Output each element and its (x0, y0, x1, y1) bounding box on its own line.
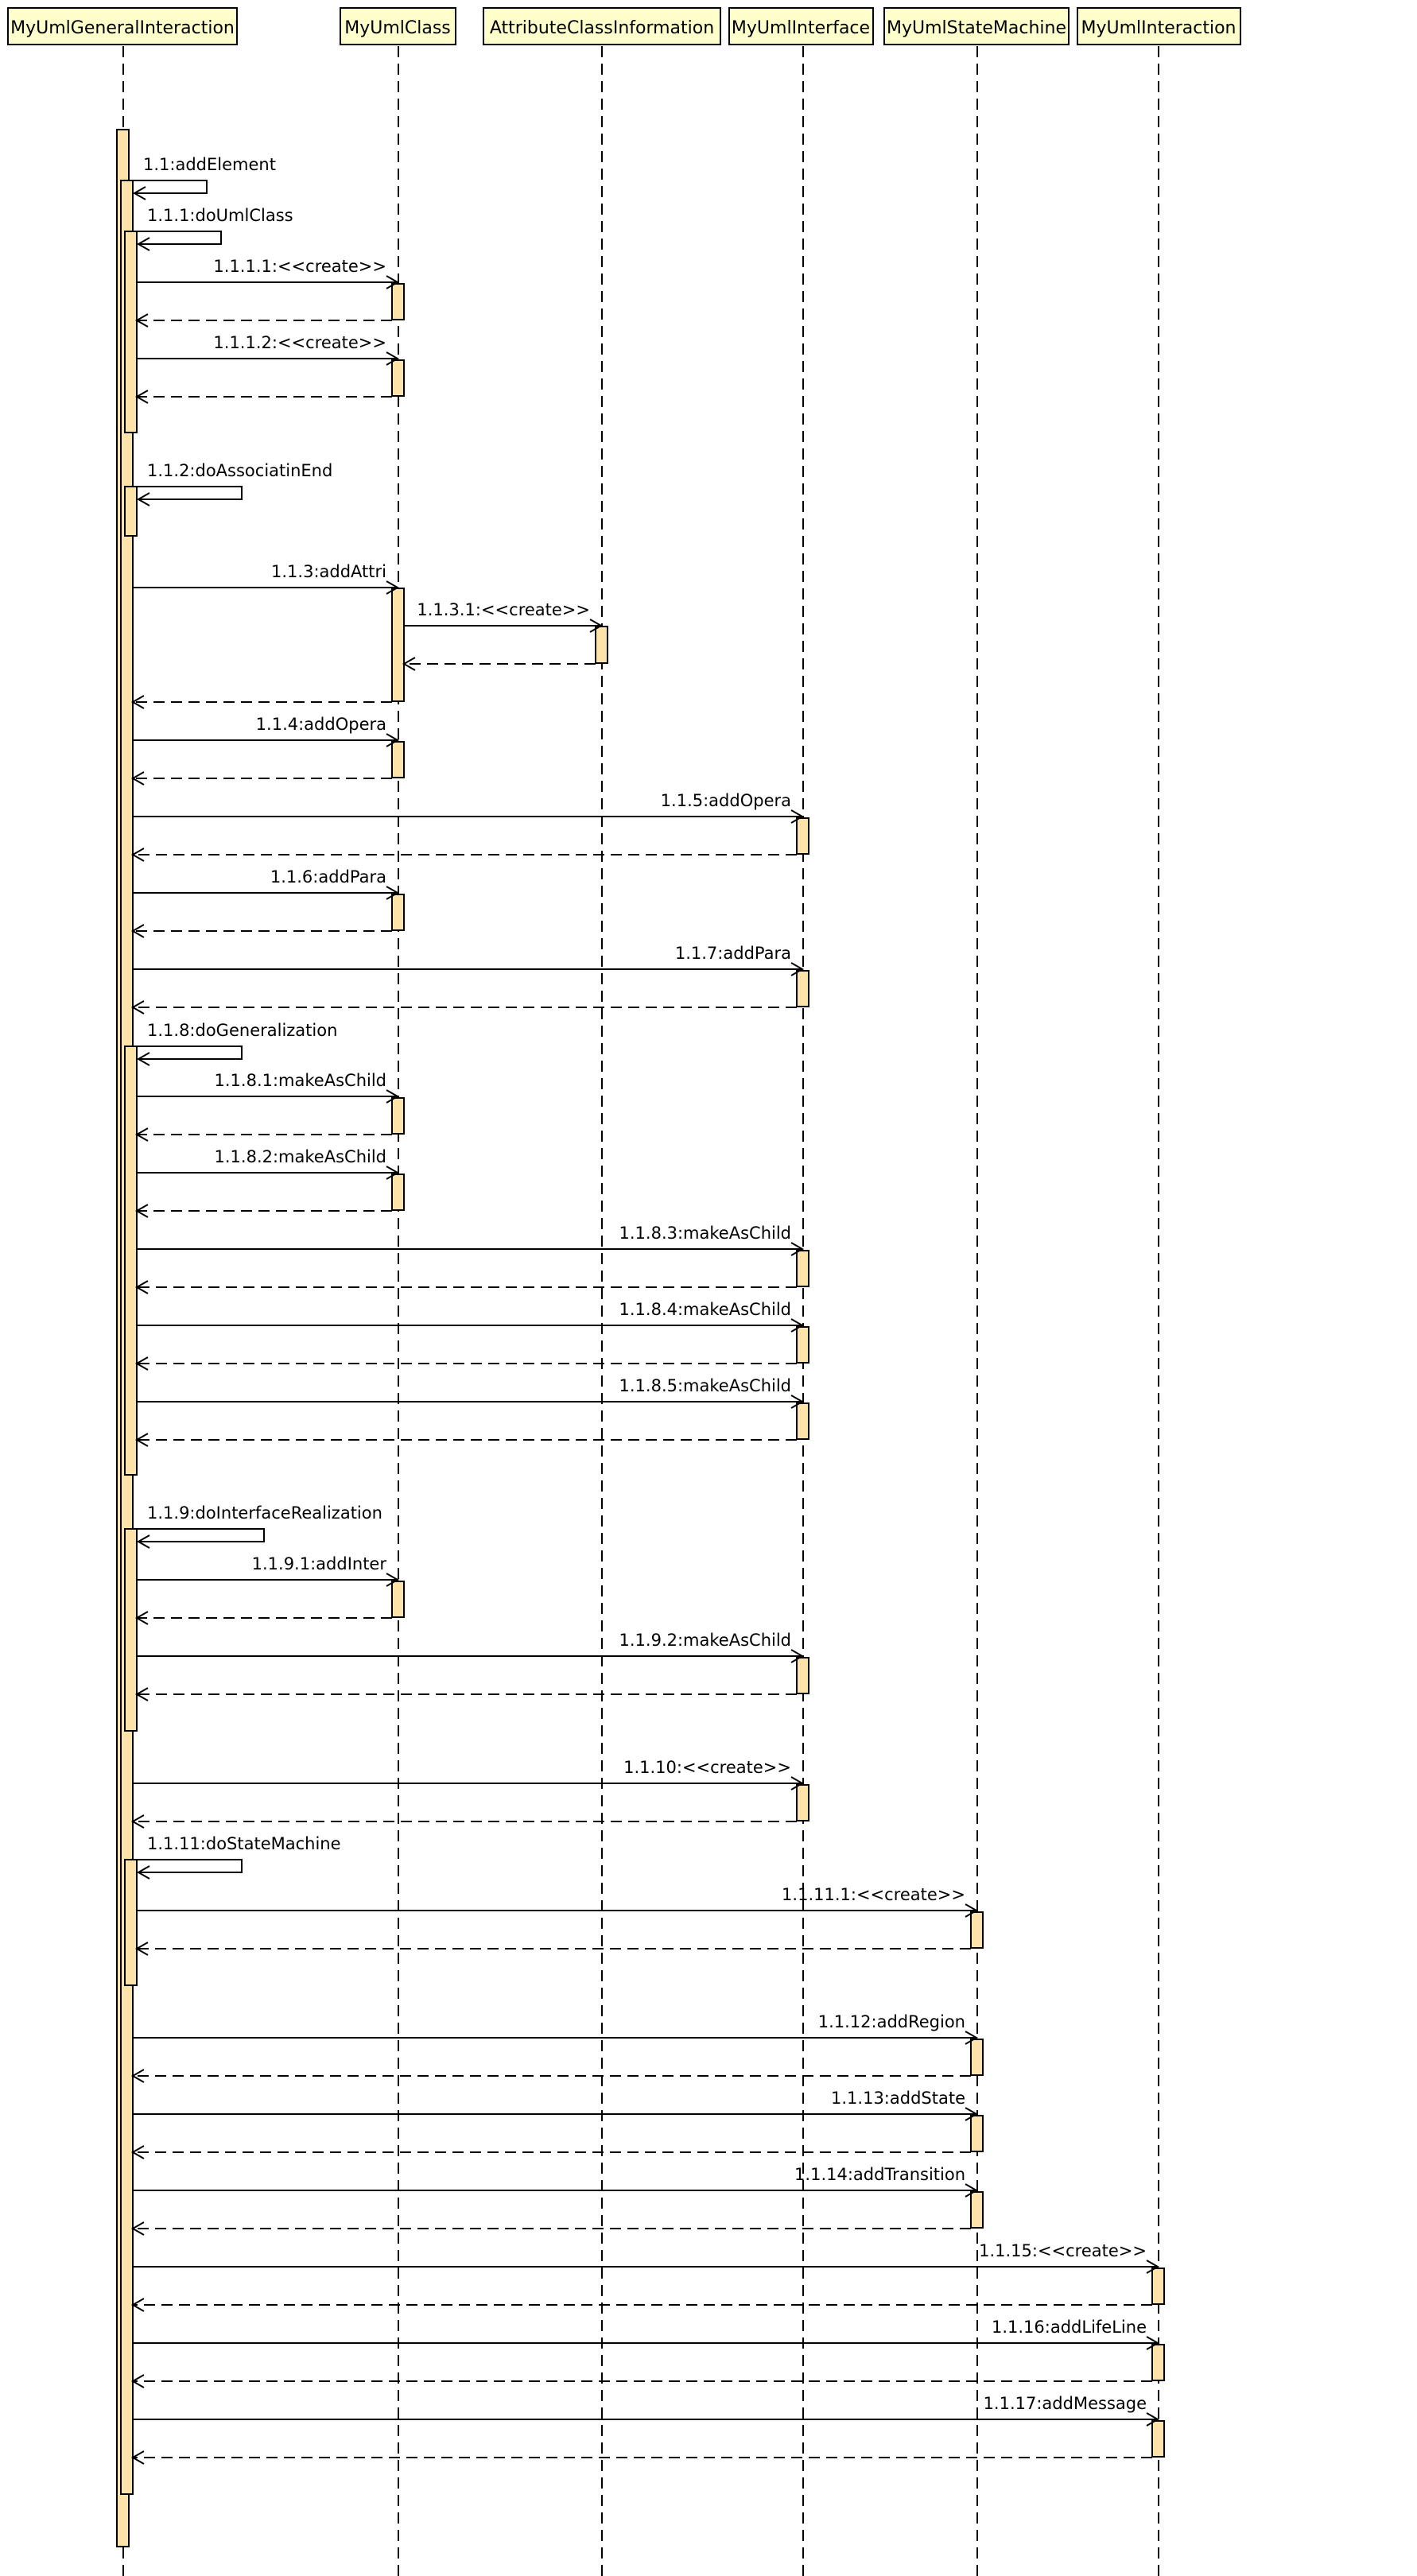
message-label: 1.1.8.2:makeAsChild (214, 1147, 386, 1166)
message-label: 1.1.10:<<create>> (623, 1758, 791, 1777)
message-label: 1.1.3.1:<<create>> (417, 600, 590, 619)
message-label: 1.1.9.1:addInter (251, 1554, 386, 1573)
message-label: 1.1.3:addAttri (271, 562, 386, 581)
lifeline-headers (8, 8, 1240, 45)
activation-bar-uml-class (392, 360, 404, 396)
activation-bar-uml-interaction (1152, 2421, 1164, 2457)
activation-bar-uml-class (392, 284, 404, 320)
message-label: 1.1.8:doGeneralization (147, 1021, 338, 1040)
activation-bar-uml-state-machine (971, 2039, 983, 2075)
message-label: 1.1.11:doStateMachine (147, 1834, 341, 1853)
message-label: 1.1.8.4:makeAsChild (619, 1300, 791, 1319)
activation-bar-uml-interaction (1152, 2345, 1164, 2380)
message-label: 1.1.13:addState (831, 2089, 965, 2108)
message-label: 1.1.7:addPara (674, 944, 791, 963)
activation-bar-uml-interface (797, 1251, 809, 1286)
activation-bar-uml-interface (797, 1403, 809, 1439)
activation-bar-do-associatin-end (125, 487, 137, 536)
message-label: 1.1.8.5:makeAsChild (619, 1376, 791, 1395)
message-label: 1.1.9:doInterfaceRealization (147, 1503, 382, 1523)
activation-bar-attribute-class-information (596, 627, 608, 663)
message-label: 1.1.1.1:<<create>> (213, 257, 386, 276)
activation-bar-uml-interaction (1152, 2268, 1164, 2304)
activation-bar-uml-interface (797, 1658, 809, 1693)
lifeline-header-general-interaction (8, 8, 237, 45)
message-label: 1.1.1.2:<<create>> (213, 333, 386, 352)
lifeline-header-uml-interface (729, 8, 873, 45)
lifeline-header-uml-state-machine (884, 8, 1069, 45)
activation-bar-uml-state-machine (971, 1912, 983, 1948)
lifeline-label: AttributeClassInformation (489, 18, 715, 38)
activation-bar-do-interface-realization (125, 1529, 137, 1731)
message-label: 1.1:addElement (143, 155, 276, 174)
message-label: 1.1.6:addPara (270, 867, 386, 886)
activation-bar-uml-class (392, 894, 404, 930)
lifeline-label: MyUmlGeneralInteraction (10, 18, 235, 38)
message-label: 1.1.1:doUmlClass (147, 206, 293, 225)
activation-bar-uml-state-machine (971, 2192, 983, 2228)
message-label: 1.1.12:addRegion (817, 2012, 965, 2031)
activation-bar-uml-class (392, 1174, 404, 1210)
message-label: 1.1.11.1:<<create>> (782, 1885, 965, 1904)
lifeline-label: MyUmlInterface (731, 18, 871, 38)
message-label: 1.1.14:addTransition (794, 2165, 965, 2184)
message-label: 1.1.15:<<create>> (979, 2241, 1147, 2260)
activation-bar-uml-interface (797, 818, 809, 854)
activation-bar-uml-class (392, 1581, 404, 1617)
lifeline-label: MyUmlClass (344, 18, 451, 38)
lifeline-header-uml-interaction (1077, 8, 1240, 45)
lifeline-label: MyUmlInteraction (1081, 18, 1236, 38)
message-label: 1.1.8.1:makeAsChild (214, 1071, 386, 1090)
activation-bar-uml-interface (797, 1785, 809, 1821)
message-label: 1.1.17:addMessage (983, 2394, 1147, 2413)
activation-bar-uml-state-machine (971, 2116, 983, 2151)
activation-bar-uml-class-add-attri (392, 588, 404, 701)
message-label: 1.1.5:addOpera (660, 791, 791, 810)
activation-bar-do-state-machine (125, 1860, 137, 1985)
activation-bar-do-uml-class (125, 231, 137, 433)
lifeline-label: MyUmlStateMachine (887, 18, 1066, 38)
message-label: 1.1.8.3:makeAsChild (619, 1224, 791, 1243)
lifeline-header-uml-class (340, 8, 456, 45)
activation-bar-uml-class (392, 742, 404, 778)
activation-bar-uml-interface (797, 1327, 809, 1363)
message-label: 1.1.16:addLifeLine (991, 2318, 1147, 2337)
activation-bar-do-generalization (125, 1046, 137, 1475)
activation-bar-uml-class (392, 1098, 404, 1134)
message-label: 1.1.4:addOpera (255, 715, 386, 734)
message-label: 1.1.9.2:makeAsChild (619, 1631, 791, 1650)
activation-bar-uml-interface (797, 971, 809, 1007)
lifeline-header-attribute-class-information (483, 8, 720, 45)
message-label: 1.1.2:doAssociatinEnd (147, 461, 333, 480)
